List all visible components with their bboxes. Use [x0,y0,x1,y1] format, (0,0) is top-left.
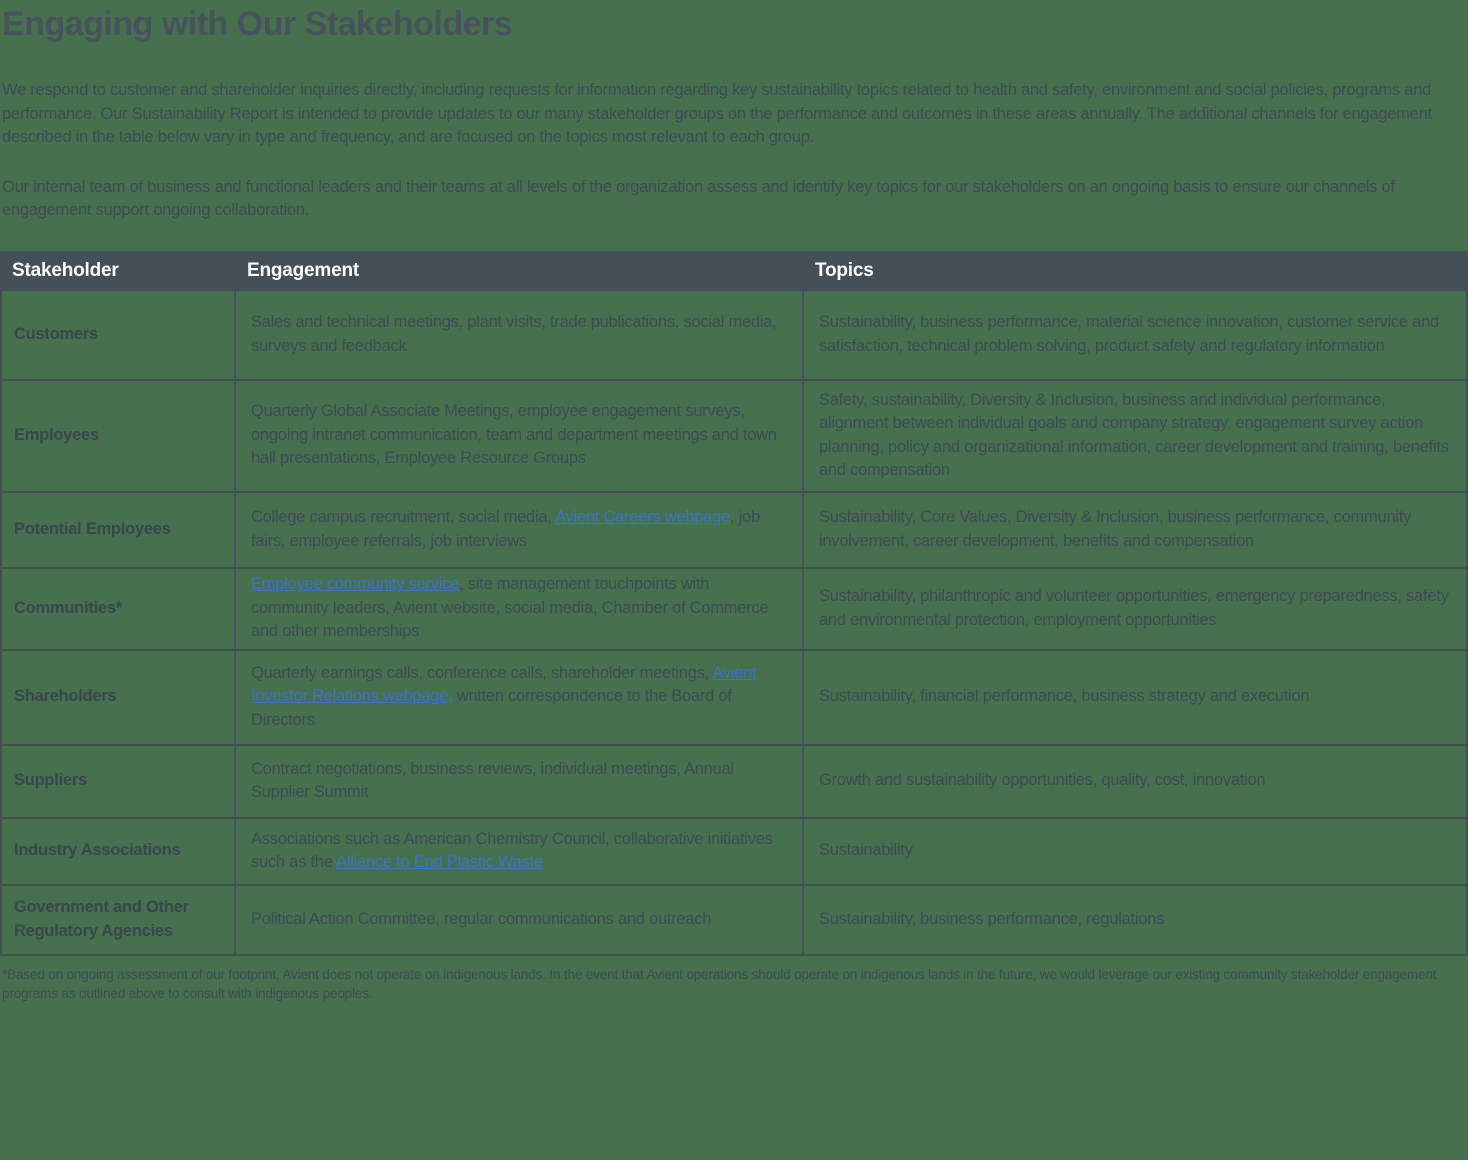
stakeholder-label: Potential Employees [14,519,171,538]
topics-text: Sustainability, business performance, regulations [819,909,1165,928]
footnote: *Based on ongoing assessment of our footprint, Avient does not operate on indigenous lands. In the event that Avient operations should operate on indigenous lands in the future, we would leverage our existing community stakeholder engagement programs as outlined above to consult with indigenous peoples. [2,966,1437,1001]
page-title: Engaging with Our Stakeholders [2,5,513,43]
engagement-cell [234,493,802,567]
topics-text: Sustainability, Core Values, Diversity & Inclusion, business performance, community involvement, career development, benefits and compensation [819,508,1412,550]
engagement-cell [234,746,802,817]
topics-text: Sustainability, business performance, material science innovation, customer service and satisfaction, technical problem solving, product safety and regulatory information [819,313,1439,355]
table-row [2,819,1466,886]
engagement-cell [234,886,802,954]
inline-link[interactable]: Employee community service [251,575,460,594]
topics-cell [802,569,1466,649]
inline-link[interactable]: Alliance to End Plastic Waste [336,853,543,871]
intro-paragraph-2: Our internal team of business and functional leaders and their teams at all levels of the organization assess and identify key topics for our stakeholders on an ongoing basis to ensure our channels of engagement support ongoing collaboration. [2,177,1395,219]
stakeholder-label: Shareholders [14,687,117,706]
stakeholder-cell [2,746,234,817]
table-row [2,493,1466,569]
topics-cell [802,381,1466,491]
topics-text: Sustainability, philanthropic and volunteer opportunities, emergency preparedness, safety and environmental protection, employment opportunities [819,587,1449,629]
engagement-text: Political Action Committee, regular communications and outreach [251,909,712,928]
topics-cell [802,886,1466,954]
engagement-cell [234,819,802,884]
stakeholder-label: Industry Associations [14,841,181,860]
engagement-text: Associations such as American Chemistry Council, collaborative initiatives such as the Alliance to End Plastic Waste [251,829,773,871]
intro-paragraph-1: We respond to customer and shareholder inquiries directly, including requests for information regarding key sustainability topics related to health and safety, environment and social policies, programs and performance. Our Sustainability Report is intended to provide updates to our many stakeholder groups on the performance and outcomes in these areas annually. The additional channels for engagement described in the table below vary in type and frequency, and are focused on the topics most relevant to each group. [2,81,1432,146]
topics-text: Sustainability [819,841,913,860]
engagement-cell [234,569,802,649]
table-row [2,291,1466,381]
stakeholder-cell [2,381,234,491]
stakeholder-engagement-table [0,251,1468,956]
stakeholder-cell [2,819,234,884]
table-row [2,886,1466,956]
engagement-text: Quarterly earnings calls, conference calls, shareholder meetings, Avient Investor Relations webpage, written correspondence to the Board of Directors [251,663,757,729]
engagement-text: Contract negotiations, business reviews, individual meetings, Annual Supplier Summit [251,759,734,801]
stakeholder-cell [2,569,234,649]
inline-link[interactable]: Avient Investor Relations webpage, [251,663,757,706]
page-content [0,0,1468,223]
column-header-engagement: Engagement [247,259,360,281]
engagement-text: Quarterly Global Associate Meetings, employee engagement surveys, ongoing intranet communication, team and department meetings and town hall presentations, Employee Resource Groups [251,402,777,468]
engagement-text: Employee community service, site management touchpoints with community leaders, Avient website, social media, Chamber of Commerce and other memberships [251,575,769,641]
topics-cell [802,493,1466,567]
topics-cell [802,291,1466,379]
table-header-row [0,251,1468,291]
table-row [2,746,1466,819]
topics-text: Safety, sustainability, Diversity & Inclusion, business and individual performance, alignment between individual goals and company strategy, engagement survey action planning, policy and organizational information, career development and training, benefits and compensation [819,390,1449,479]
engagement-text: College campus recruitment, social media, Avient Careers webpage, job fairs, employee referrals, job interviews [251,508,760,550]
engagement-cell [234,651,802,744]
stakeholder-cell [2,493,234,567]
topics-text: Growth and sustainability opportunities, quality, cost, innovation [819,771,1266,790]
topics-cell [802,746,1466,817]
stakeholder-cell [2,651,234,744]
table-row [2,651,1466,746]
stakeholder-label: Government and Other Regulatory Agencies [14,898,189,940]
topics-cell [802,651,1466,744]
stakeholder-cell [2,886,234,954]
table-row [2,381,1466,493]
column-header-stakeholder: Stakeholder [12,259,119,281]
stakeholder-cell [2,291,234,379]
stakeholder-label: Customers [14,324,98,343]
engagement-cell [234,381,802,491]
engagement-cell [234,291,802,379]
inline-link[interactable]: Avient Careers webpage [555,508,730,526]
stakeholder-label: Suppliers [14,771,87,790]
column-header-topics: Topics [815,259,874,281]
table-body [0,291,1468,956]
engagement-text: Sales and technical meetings, plant visits, trade publications, social media, surveys and feedback [251,313,777,355]
stakeholder-label: Employees [14,425,99,444]
stakeholder-label: Communities* [14,598,122,617]
topics-cell [802,819,1466,884]
topics-text: Sustainability, financial performance, business strategy and execution [819,687,1310,706]
table-row [2,569,1466,651]
